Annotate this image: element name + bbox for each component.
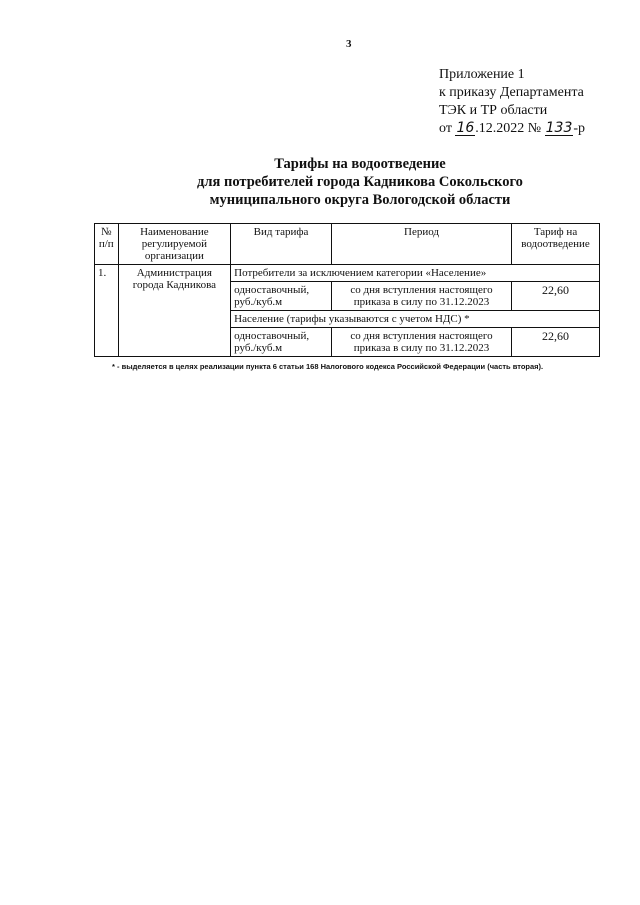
annex-date-line: [439, 120, 585, 138]
table-header-row: [95, 224, 600, 265]
header-period: Период: [331, 224, 511, 265]
tariff-value: 22,60: [512, 328, 600, 357]
annex-header: [439, 66, 585, 138]
table-row: [95, 265, 600, 282]
title-line-1: Тарифы на водоотведение: [274, 156, 446, 172]
annex-line-1: Приложение 1: [439, 67, 525, 82]
header-tariff: Тариф на водоотведение: [512, 224, 600, 265]
annex-line-2: к приказу Департамента: [439, 85, 584, 100]
title-line-3: муниципального округа Вологодской области: [209, 192, 511, 208]
category-label: Население (тарифы указываются с учетом НДС) *: [231, 311, 600, 328]
row-number: 1.: [95, 265, 119, 357]
organization-name: Администрация города Кадникова: [118, 265, 231, 357]
annex-number-handwritten: 133: [545, 120, 573, 136]
annex-date-rest: .12.2022 №: [475, 121, 542, 136]
footnote: * - выделяется в целях реализации пункта 6 статьи 168 Налогового кодекса Российской Федерации (часть вторая).: [112, 362, 544, 371]
header-num: № п/п: [95, 224, 119, 265]
tariff-type: одноставочный, руб./куб.м: [231, 328, 332, 357]
annex-number-suffix: -р: [573, 121, 586, 136]
tariff-value: 22,60: [512, 282, 600, 311]
annex-line-3: ТЭК и ТР области: [439, 103, 548, 118]
header-org: Наименование регулируемой организации: [118, 224, 231, 265]
title-line-2: для потребителей города Кадникова Сокольского: [197, 174, 523, 190]
category-label: Потребители за исключением категории «Население»: [231, 265, 600, 282]
tariff-table: [94, 223, 600, 357]
annex-date-prefix: от: [439, 121, 452, 136]
page-number: 3: [346, 38, 352, 50]
annex-day-handwritten: 16: [456, 120, 475, 136]
header-type: Вид тарифа: [231, 224, 332, 265]
tariff-period: со дня вступления настоящего приказа в силу по 31.12.2023: [331, 282, 511, 311]
document-title: [150, 155, 570, 209]
tariff-type: одноставочный, руб./куб.м: [231, 282, 332, 311]
tariff-period: со дня вступления настоящего приказа в силу по 31.12.2023: [331, 328, 511, 357]
